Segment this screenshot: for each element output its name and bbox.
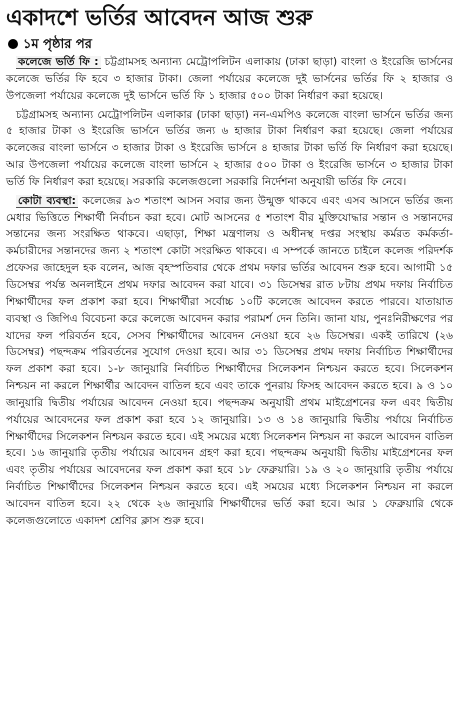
- continuation-label: ১ম পৃষ্ঠার পর: [23, 37, 92, 52]
- paragraph-non-mpo-fee: [6, 107, 453, 191]
- paragraph-text: চট্টগ্রামসহ অন্যান্য মেট্রোপলিটন এলাকায় (ঢাকা ছাড়া) বাংলা ও ইংরেজি ভার্সনের কলেজে ভর্তির ফি হবে ৩ হাজার টাকা। জেলা পর্যায়ের কলেজে দুই ভার্সনের ভর্তির ফি ২ হাজার ও উপজেলা পর্যায়ের কলেজে দুই ভার্সনে ভর্তি ফি ১ হাজার ৫০০ টাকা নির্ধারণ করা হয়েছে।: [6, 56, 454, 102]
- continuation-line: [6, 36, 453, 53]
- subhead-admission-fee: কলেজে ভর্তি ফি :: [18, 56, 99, 68]
- bullet-dot-icon: [8, 39, 18, 49]
- subhead-quota-system: কোটা ব্যবস্থা:: [18, 194, 76, 207]
- paragraph-quota-system: [6, 193, 453, 530]
- headline: একাদশে ভর্তির আবেদন আজ শুরু: [6, 6, 313, 31]
- paragraph-text: চট্টগ্রামসহ অন্যান্য মেট্রোপলিটন এলাকার (ঢাকা ছাড়া) নন-এমপিও কলেজে বাংলা ভার্সনে ভর্তির জন্য ৫ হাজার টাকা ও ইংরেজি ভার্সনে ভর্তির জন্য ৬ হাজার টাকা নির্ধারণ করা হয়েছে। জেলা পর্যায়ের কলেজের বাংলা ভার্সনে ৩ হাজার টাকা ও ইংরেজি ভার্সনে ৪ হাজার টাকা ভর্তি ফি নির্ধারণ করা হয়েছে। আর উপজেলা পর্যায়ের কলেজে বাংলা ভার্সনে ২ হাজার ৫০০ টাকা ও ইংরেজি ভার্সনে ৩ হাজার টাকা ভর্তি ফি নির্ধারণ করা হয়েছে। সরকারি কলেজগুলো সরকারি নির্দেশনা অনুযায়ী ভর্তির ফি নেবে।: [6, 108, 453, 188]
- paragraph-text: কলেজের ৯৩ শতাংশ আসন সবার জন্য উন্মুক্ত থাকবে এবং এসব আসনে ভর্তির জন্য মেধার ভিত্তিতে শিক্ষার্থী নির্বাচন করা হবে। মোট আসনের ৫ শতাংশ বীর মুক্তিযোদ্ধার সন্তান ও সন্তানদের সন্তানের জন্য সংরক্ষিত থাকবে। এছাড়া, শিক্ষা মন্ত্রণালয় ও অধীনস্থ দপ্তর সংস্থায় কর্মরত কর্মকর্তা-কর্মচারীদের সন্তানদের জন্য ২ শতাংশ কোটা সংরক্ষিত থাকবে। এ সম্পর্কে জানতে চাইলে কলেজ পরিদর্শক প্রফেসর জাহেদুল হক বলেন, আজ বৃহস্পতিবার থেকে প্রথম দফার ভর্তির আবেদন শুরু হবে। আগামী ১৫ ডিসেম্বর পর্যন্ত অনলাইনে প্রথম দফার আবেদন করা যাবে। ৩১ ডিসেম্বর রাত ৮টায় প্রথম দফায় নির্বাচিত শিক্ষার্থীদের ফল প্রকাশ করা হবে। শিক্ষার্থীরা সর্বোচ্চ ১০টি কলেজে আবেদন করতে পারবে। যাতায়াত ব্যবস্থা ও জিপিএ বিবেচনা করে কলেজে আবেদন করার পরামর্শ দেন তিনি। জানা যায়, পুনঃনিরীক্ষণের পর যাদের ফল পরিবর্তন হবে, সেসব শিক্ষার্থীদের আবেদন নেওয়া হবে ২৬ ডিসেম্বর। একই তারিখে (২৬ ডিসেম্বর) পছন্দক্রম পরিবর্তনের সুযোগ দেওয়া হবে। আর ৩১ ডিসেম্বর প্রথম দফায় নির্বাচিত শিক্ষার্থীদের ফল প্রকাশ করা হবে। ১-৮ জানুয়ারি নির্বাচিত শিক্ষার্থীদের সিলেকশন নিশ্চয়ন করতে হবে। সিলেকশন নিশ্চয়ন না করলে শিক্ষার্থীর আবেদন বাতিল হবে এবং তাকে পুনরায় ফিসহ আবেদন করতে হবে। ৯ ও ১০ জানুয়ারি দ্বিতীয় পর্যায়ের আবেদন নেওয়া হবে। পছন্দক্রম অনুযায়ী প্রথম মাইগ্রেশনের ফল এবং দ্বিতীয় পর্যায়ের আবেদনের ফল প্রকাশ করা হবে ১২ জানুয়ারি। ১৩ ও ১৪ জানুয়ারি দ্বিতীয় পর্যায়ে নির্বাচিত শিক্ষার্থীদের সিলেকশন নিশ্চয়ন করতে হবে। এই সময়ের মধ্যে সিলেকশন নিশ্চয়ন না করলে আবেদন বাতিল হবে। ১৬ জানুয়ারি তৃতীয় পর্যায়ের আবেদন গ্রহণ করা হবে। পছন্দক্রম অনুযায়ী দ্বিতীয় মাইগ্রেশনের ফল এবং তৃতীয় পর্যায়ের আবেদনের ফল প্রকাশ করা হবে ১৮ ফেব্রুয়ারি। ১৯ ও ২০ জানুয়ারি তৃতীয় পর্যায়ে নির্বাচিত শিক্ষার্থীদের সিলেকশন নিশ্চয়ন করতে হবে। এই সময়ের মধ্যে সিলেকশন নিশ্চয়ন না করলে আবেদন বাতিল হবে। ২২ থেকে ২৬ জানুয়ারি শিক্ষার্থীদের ভর্তি করা হবে। আর ১ ফেব্রুয়ারি থেকে কলেজগুলোতে একাদশ শ্রেণির ক্লাস শুরু হবে।: [6, 194, 453, 527]
- paragraph-admission-fee: [6, 54, 453, 105]
